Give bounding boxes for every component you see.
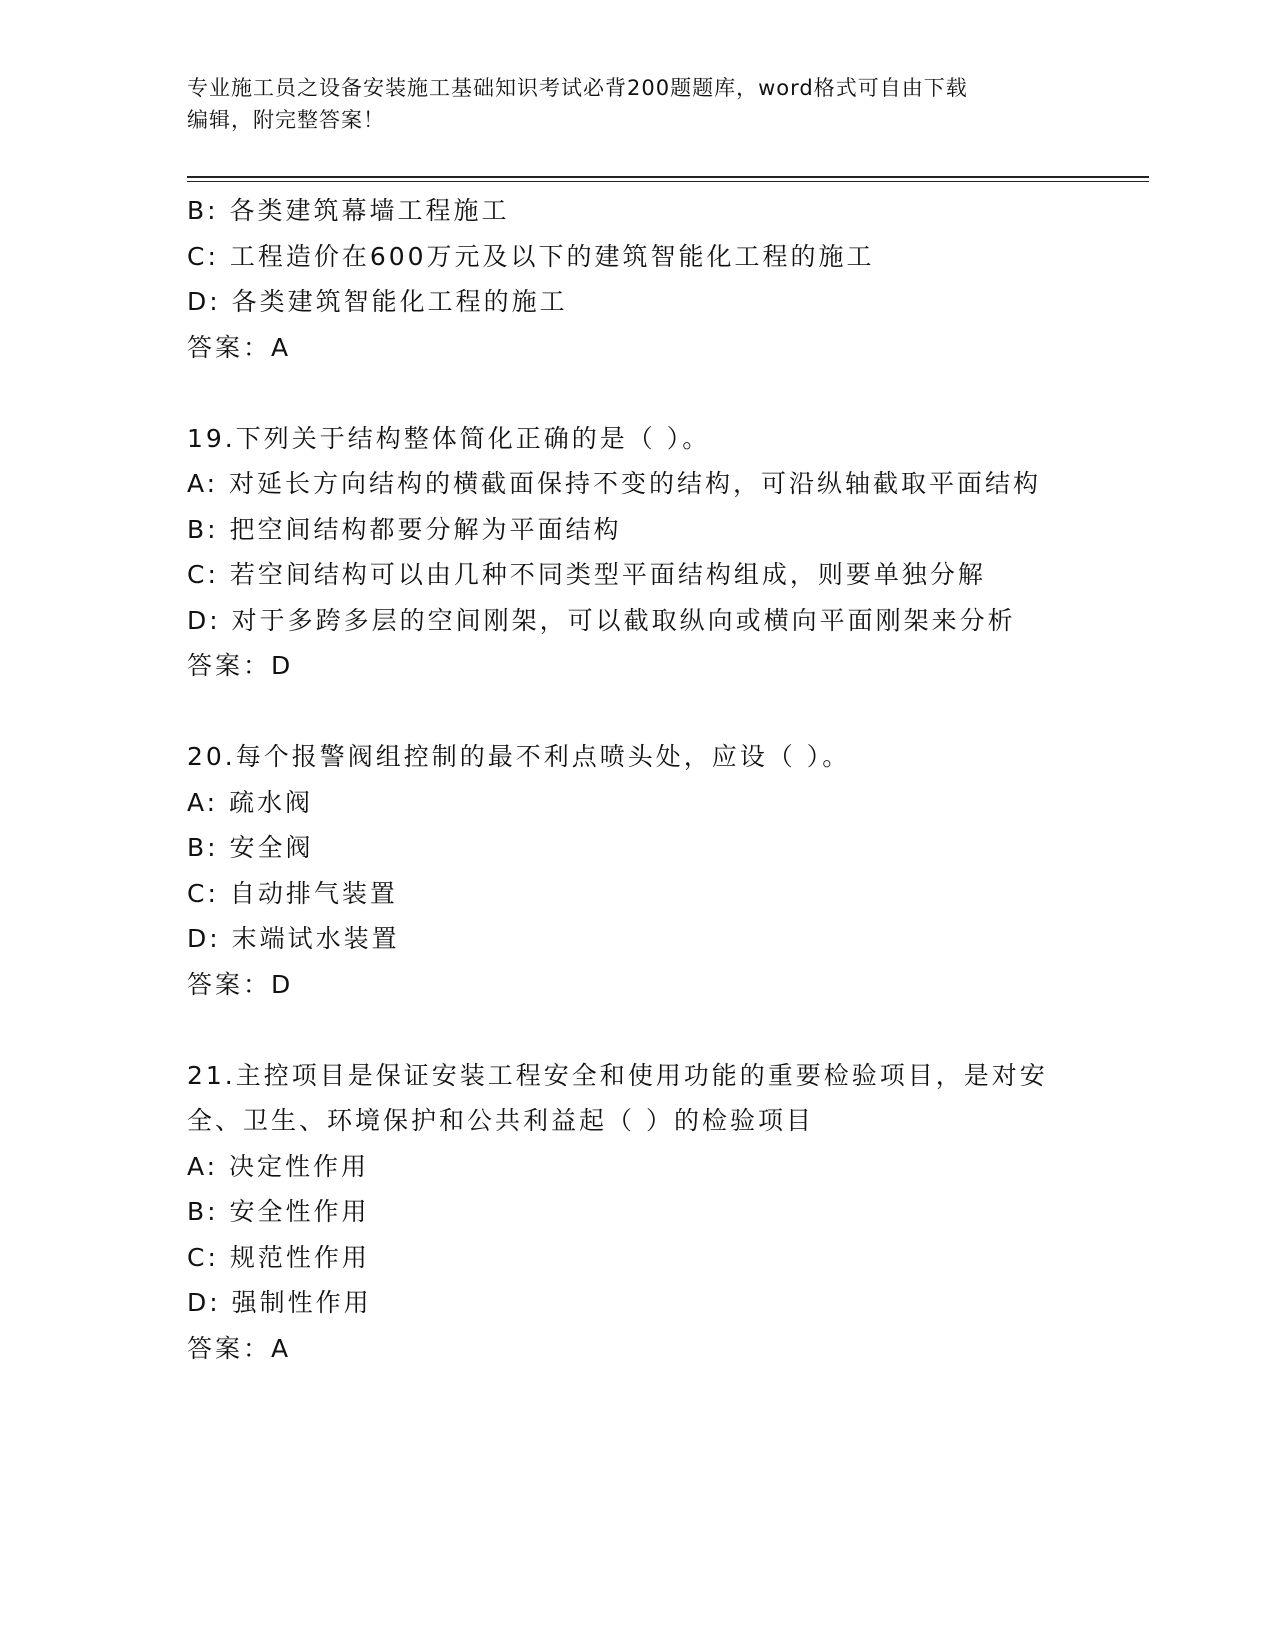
answer-line: 答案：A [187, 1333, 292, 1363]
option-a: A: 疏水阀 [187, 787, 314, 817]
answer-line: 答案：D [187, 651, 294, 680]
spacer [187, 689, 1127, 735]
spacer [187, 370, 1127, 416]
question-19 [187, 416, 1127, 689]
option-d: D: 各类建筑智能化工程的施工 [187, 287, 568, 316]
option-c: C: 若空间结构可以由几种不同类型平面结构组成，则要单独分解 [187, 560, 986, 589]
option-b: B: 把空间结构都要分解为平面结构 [187, 514, 622, 544]
option-d: D: 强制性作用 [187, 1288, 372, 1317]
header-title-line-2: 编辑，附完整答案！ [187, 108, 385, 132]
header-divider-thick [187, 176, 1149, 178]
option-b: B: 安全阀 [187, 833, 314, 862]
question-stem-line-2: 全、卫生、环境保护和公共利益起（ ）的检验项目 [187, 1106, 814, 1135]
question-18-continued [187, 188, 1127, 370]
option-d: D: 末端试水装置 [187, 924, 400, 953]
question-21 [187, 1053, 1127, 1372]
option-c: C: 规范性作用 [187, 1242, 370, 1272]
header-divider-thin [187, 181, 1149, 182]
question-20 [187, 734, 1127, 1007]
option-b: B: 各类建筑幕墙工程施工 [187, 196, 510, 225]
option-d: D: 对于多跨多层的空间刚架，可以截取纵向或横向平面刚架来分析 [187, 605, 1016, 635]
answer-line: 答案：A [187, 332, 292, 362]
question-stem: 19.下列关于结构整体简化正确的是（ ）。 [187, 423, 711, 453]
header-title-line-1: 专业施工员之设备安装施工基础知识考试必背200题题库，word格式可自由下载 [187, 76, 968, 100]
question-list [187, 188, 1127, 1371]
answer-line: 答案：D [187, 969, 294, 999]
question-stem-line-1: 21.主控项目是保证安装工程安全和使用功能的重要检验项目，是对安 [187, 1060, 1048, 1090]
option-a: A: 对延长方向结构的横截面保持不变的结构，可沿纵轴截取平面结构 [187, 469, 1042, 498]
option-c: C: 工程造价在600万元及以下的建筑智能化工程的施工 [187, 241, 875, 271]
document-header [187, 72, 1087, 136]
option-a: A: 决定性作用 [187, 1151, 370, 1181]
option-b: B: 安全性作用 [187, 1197, 370, 1226]
spacer [187, 1007, 1127, 1053]
question-stem: 20.每个报警阀组控制的最不利点喷头处，应设（ ）。 [187, 742, 851, 771]
option-c: C: 自动排气装置 [187, 878, 398, 908]
